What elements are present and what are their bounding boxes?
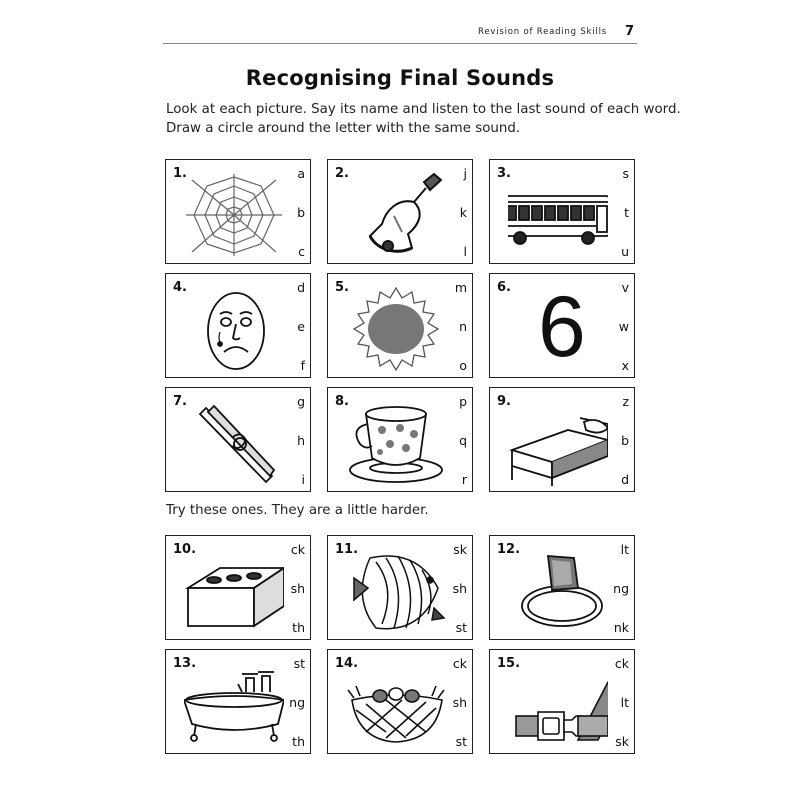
exercise-card-4	[165, 273, 311, 378]
option-letter[interactable]: j	[463, 166, 467, 181]
answer-options	[589, 167, 629, 259]
option-letter[interactable]: ck	[290, 542, 305, 557]
option-letter[interactable]: ck	[452, 656, 467, 671]
exercise-card-1	[165, 159, 311, 264]
exercise-card-5	[327, 273, 473, 378]
option-letter[interactable]: th	[292, 620, 305, 635]
option-letter[interactable]: a	[297, 166, 305, 181]
option-letter[interactable]: ck	[614, 656, 629, 671]
option-letter[interactable]: b	[297, 205, 305, 220]
option-letter[interactable]: o	[459, 358, 467, 373]
answer-options	[589, 657, 629, 749]
option-letter[interactable]: z	[622, 394, 629, 409]
option-letter[interactable]: sh	[452, 695, 467, 710]
option-letter[interactable]: sk	[453, 542, 467, 557]
option-letter[interactable]: f	[300, 358, 305, 373]
answer-options	[427, 281, 467, 373]
option-letter[interactable]: p	[459, 394, 467, 409]
option-letter[interactable]: sk	[615, 734, 629, 749]
exercise-card-9	[489, 387, 635, 492]
option-letter[interactable]: q	[459, 433, 467, 448]
option-letter[interactable]: u	[621, 244, 629, 259]
exercise-card-8	[327, 387, 473, 492]
answer-options	[589, 543, 629, 635]
option-letter[interactable]: r	[461, 472, 467, 487]
exercise-card-11	[327, 535, 473, 640]
card-number: 6.	[497, 280, 511, 295]
exercise-card-12	[489, 535, 635, 640]
exercise-card-13	[165, 649, 311, 754]
option-letter[interactable]: st	[455, 734, 467, 749]
exercise-card-7	[165, 387, 311, 492]
option-letter[interactable]: t	[624, 205, 629, 220]
option-letter[interactable]: lt	[620, 542, 629, 557]
option-letter[interactable]: n	[459, 319, 467, 334]
card-number: 11.	[335, 542, 359, 557]
option-letter[interactable]: g	[297, 394, 305, 409]
card-number: 1.	[173, 166, 187, 181]
answer-options	[265, 543, 305, 635]
exercise-card-10	[165, 535, 311, 640]
answer-options	[427, 657, 467, 749]
option-letter[interactable]: x	[621, 358, 629, 373]
card-number: 8.	[335, 394, 349, 409]
option-letter[interactable]: l	[463, 244, 467, 259]
option-letter[interactable]: ng	[289, 695, 305, 710]
answer-options	[265, 395, 305, 487]
option-letter[interactable]: th	[292, 734, 305, 749]
option-letter[interactable]: st	[293, 656, 305, 671]
option-letter[interactable]: v	[621, 280, 629, 295]
card-number: 2.	[335, 166, 349, 181]
option-letter[interactable]: i	[301, 472, 305, 487]
page-title: Recognising Final Sounds	[245, 66, 555, 90]
answer-options	[427, 167, 467, 259]
card-number: 7.	[173, 394, 187, 409]
card-number: 15.	[497, 656, 521, 671]
card-number: 5.	[335, 280, 349, 295]
option-letter[interactable]: m	[454, 280, 467, 295]
card-number: 14.	[335, 656, 359, 671]
card-number: 3.	[497, 166, 511, 181]
answer-options	[265, 167, 305, 259]
card-number: 10.	[173, 542, 197, 557]
option-letter[interactable]: c	[298, 244, 305, 259]
option-letter[interactable]: b	[621, 433, 629, 448]
answer-options	[265, 657, 305, 749]
card-number: 9.	[497, 394, 511, 409]
instruction-line-1: Look at each picture. Say its name and listen to the last sound of each word.	[166, 102, 681, 117]
running-title: Revision of Reading Skills	[478, 27, 607, 37]
option-letter[interactable]: lt	[620, 695, 629, 710]
option-letter[interactable]: s	[622, 166, 629, 181]
card-number: 13.	[173, 656, 197, 671]
answer-options	[427, 395, 467, 487]
answer-options	[427, 543, 467, 635]
option-letter[interactable]: w	[618, 319, 629, 334]
exercise-card-3	[489, 159, 635, 264]
page-number: 7	[625, 24, 635, 39]
exercise-card-15	[489, 649, 635, 754]
option-letter[interactable]: d	[621, 472, 629, 487]
number-six-glyph: 6	[538, 279, 586, 375]
option-letter[interactable]: h	[297, 433, 305, 448]
option-letter[interactable]: st	[455, 620, 467, 635]
option-letter[interactable]: d	[297, 280, 305, 295]
instruction-line-2: Draw a circle around the letter with the same sound.	[166, 121, 521, 136]
exercise-card-6	[489, 273, 635, 378]
option-letter[interactable]: k	[459, 205, 467, 220]
option-letter[interactable]: e	[297, 319, 305, 334]
exercise-card-2	[327, 159, 473, 264]
option-letter[interactable]: ng	[613, 581, 629, 596]
option-letter[interactable]: nk	[613, 620, 629, 635]
answer-options	[265, 281, 305, 373]
exercise-card-14	[327, 649, 473, 754]
option-letter[interactable]: sh	[452, 581, 467, 596]
header-rule	[163, 43, 637, 44]
answer-options	[589, 395, 629, 487]
instructions	[166, 100, 681, 138]
card-number: 4.	[173, 280, 187, 295]
option-letter[interactable]: sh	[290, 581, 305, 596]
card-number: 12.	[497, 542, 521, 557]
answer-options	[589, 281, 629, 373]
subheading: Try these ones. They are a little harder.	[166, 503, 429, 518]
